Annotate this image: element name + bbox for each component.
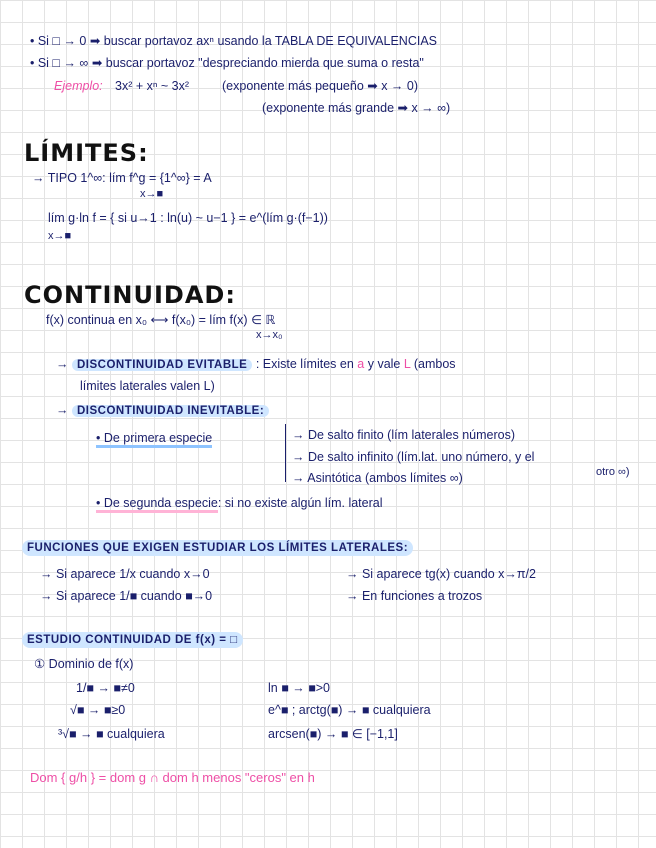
salto-finito: → De salto finito (lím laterales números) xyxy=(292,428,515,442)
tipo-1-subscript: x→■ xyxy=(140,188,164,200)
funcion-1-over-x: → Si aparece 1/x cuando x→0 xyxy=(40,567,210,581)
limites-title: LÍMITES: xyxy=(24,139,149,167)
funcion-a-trozos: → En funciones a trozos xyxy=(346,589,483,603)
rule-arcsen: arcsen(■) → ■ ∈ [−1,1] xyxy=(268,727,398,741)
funcion-1-over-square: → Si aparece 1/■ cuando ■→0 xyxy=(40,589,213,603)
estudio-continuidad-title: ESTUDIO CONTINUIDAD DE f(x) = □ xyxy=(22,632,243,648)
evitable-limit-l: L xyxy=(403,357,411,371)
dominio-step: ① Dominio de f(x) xyxy=(34,657,134,671)
evitable-line: → DISCONTINUIDAD EVITABLE : Existe límites en a y vale L (ambos xyxy=(56,357,456,371)
primera-especie: • De primera especie xyxy=(96,430,212,446)
line-portavoz-infinity: • Si □ → ∞ ➡ buscar portavoz "despreciando mierda que suma o resta" xyxy=(30,56,424,70)
funciones-laterales-title: FUNCIONES QUE EXIGEN ESTUDIAR LOS LÍMITES LATERALES: xyxy=(22,540,413,556)
rule-ln: ln ■ → ■>0 xyxy=(268,681,330,695)
salto-infinito: → De salto infinito (lím.lat. uno número, y el xyxy=(292,450,535,464)
evitable-point-a: a xyxy=(357,357,365,371)
funcion-tangent: → Si aparece tg(x) cuando x→π/2 xyxy=(346,567,536,581)
inevitable-line: → DISCONTINUIDAD INEVITABLE: xyxy=(56,402,269,419)
example-label: Ejemplo: xyxy=(54,79,103,93)
log-limit-formula: lím g·ln f = { si u→1 : ln(u) ~ u−1 } = e^(lím g·(f−1)) xyxy=(48,211,328,225)
evitable-continuation: límites laterales valen L) xyxy=(80,379,215,393)
evitable-text-c: (ambos xyxy=(413,357,456,371)
continuidad-title: CONTINUIDAD: xyxy=(24,281,236,309)
log-limit-subscript: x→■ xyxy=(48,230,72,242)
evitable-text-b: y vale xyxy=(367,357,401,371)
salto-infinito-continuation: otro ∞) xyxy=(596,466,630,478)
tipo-1-infinity-line: → TIPO 1^∞: lím f^g = {1^∞} = A xyxy=(32,171,212,185)
segunda-especie: • De segunda especie: si no existe algún lím. lateral xyxy=(96,495,383,511)
example-note-small: (exponente más pequeño ➡ x → 0) xyxy=(222,79,419,93)
continuity-definition-subscript: x→x₀ xyxy=(256,329,283,341)
inevitable-label: DISCONTINUIDAD INEVITABLE: xyxy=(72,405,269,417)
evitable-label: DISCONTINUIDAD EVITABLE xyxy=(72,359,252,371)
evitable-text-a: : Existe límites en xyxy=(255,357,354,371)
example-note-large: (exponente más grande ➡ x → ∞) xyxy=(262,101,451,115)
rule-cuberoot: ³√■ → ■ cualquiera xyxy=(58,727,165,741)
asintotica: → Asintótica (ambos límites ∞) xyxy=(292,471,463,485)
line-portavoz-zero: • Si □ → 0 ➡ buscar portavoz axⁿ usando la TABLA DE EQUIVALENCIAS xyxy=(30,34,437,48)
rule-sqrt: √■ → ■≥0 xyxy=(70,703,126,717)
rule-reciprocal: 1/■ → ■≠0 xyxy=(76,681,135,695)
dom-quotient-rule: Dom { g/h } = dom g ∩ dom h menos "ceros" en h xyxy=(30,770,315,785)
primera-especie-bracket xyxy=(285,424,286,482)
rule-exp-arctg: e^■ ; arctg(■) → ■ cualquiera xyxy=(268,703,431,717)
example-expression: 3x² + xⁿ ~ 3x² xyxy=(115,79,190,93)
continuity-definition: f(x) continua en x₀ ⟷ f(x₀) = lím f(x) ∈ ℝ xyxy=(46,313,276,327)
